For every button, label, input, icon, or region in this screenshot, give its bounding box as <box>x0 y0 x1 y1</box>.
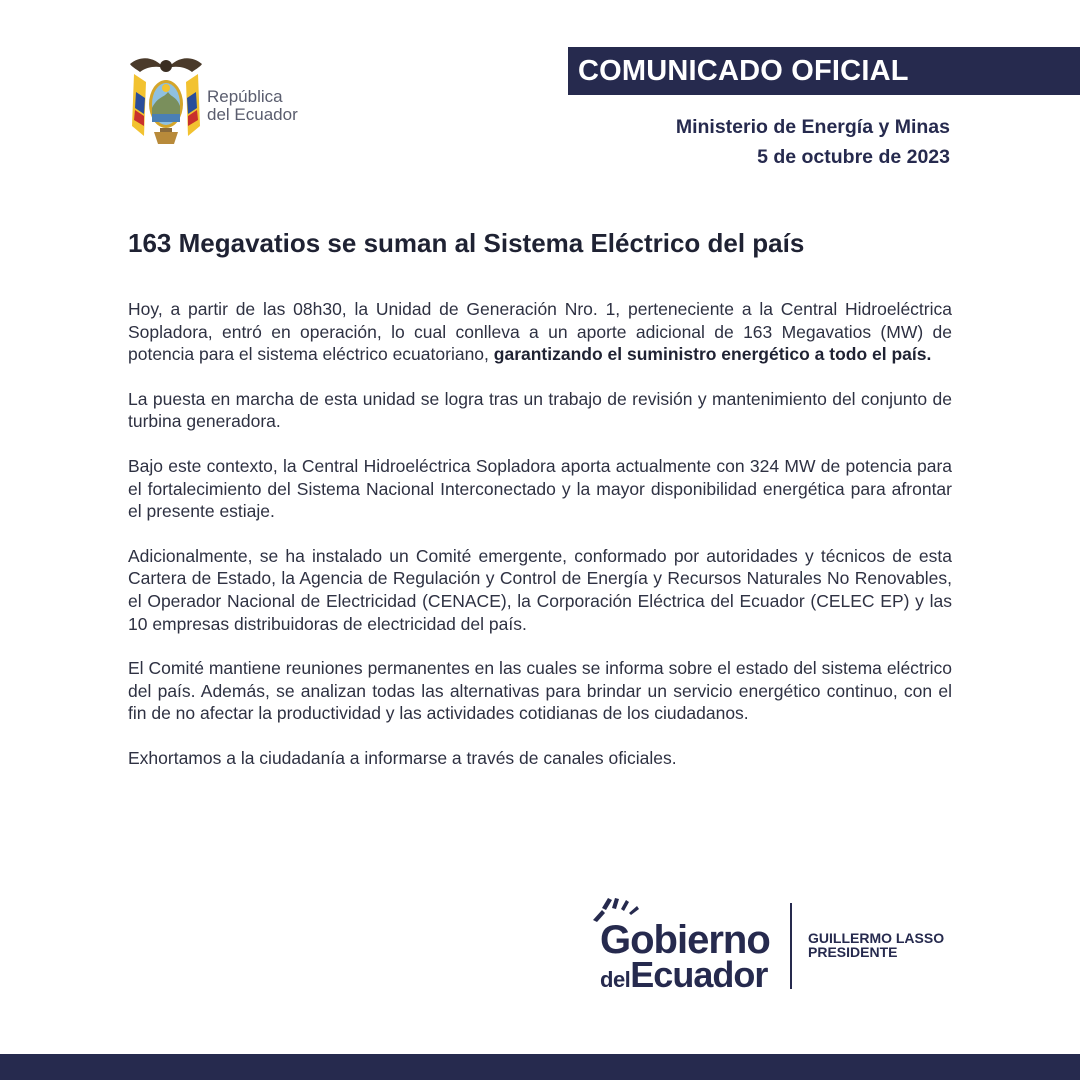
del-word: del <box>600 967 631 992</box>
publication-date: 5 de octubre de 2023 <box>757 146 950 168</box>
footer-divider <box>790 903 792 989</box>
paragraph-1-text: Hoy, a partir de las 08h30, la Unidad de Generación Nro. 1, perteneciente a la Central Hidroeléctrica Sopladora, entró en operación, lo cual conlleva a un aporte adicional de 163 Megavatios (MW) de potencia para el sistema eléctrico ecuatoriano, <box>128 299 952 365</box>
paragraph-2: La puesta en marcha de esta unidad se logra tras un trabajo de revisión y mantenimiento del conjunto de turbina generadora. <box>128 388 952 432</box>
ministry-name: Ministerio de Energía y Minas <box>675 116 950 138</box>
del-ecuador-word <box>600 954 767 996</box>
paragraph-6: Exhortamos a la ciudadanía a informarse a través de canales oficiales. <box>128 747 677 768</box>
gobierno-word: Gobierno <box>600 918 770 962</box>
paragraph-3: Bajo este contexto, la Central Hidroeléctrica Sopladora aporta actualmente con 324 MW de potencia para el fortalecimiento del Sistema Nacional Interconectado y la mayor disponibilidad energética para afrontar el presente estiaje. <box>128 455 952 522</box>
republic-line-2: del Ecuador <box>207 105 298 124</box>
president-name: GUILLERMO LASSO <box>808 930 945 946</box>
article-body <box>128 298 952 792</box>
ecuador-word: Ecuador <box>630 954 768 995</box>
ecuador-coat-of-arms-icon <box>124 52 208 148</box>
paragraph-1-bold: garantizando el suministro energético a todo el país. <box>493 344 932 365</box>
republic-line-1: República <box>207 87 283 106</box>
publication-meta <box>676 112 950 172</box>
president-title: PRESIDENTE <box>808 944 898 960</box>
article-headline: 163 Megavatios se suman al Sistema Eléctrico del país <box>128 228 805 258</box>
republica-del-ecuador-label <box>207 88 298 124</box>
comunicado-oficial-banner: COMUNICADO OFICIAL <box>568 47 1080 95</box>
president-block <box>808 931 944 959</box>
paragraph-1 <box>128 298 952 366</box>
paragraph-4: Adicionalmente, se ha instalado un Comité emergente, conformado por autoridades y técnicos de esta Cartera de Estado, la Agencia de Regulación y Control de Energía y Recursos Naturales No Renovables, el Operador Nacional de Electricidad (CENACE), la Corporación Eléctrica del Ecuador (CELEC EP) y las 10 empresas distribuidoras de electricidad del país. <box>128 545 952 634</box>
paragraph-5: El Comité mantiene reuniones permanentes en las cuales se informa sobre el estado del sistema eléctrico del país. Además, se analizan todas las alternativas para brindar un servicio energético continuo, con el fin de no afectar la productividad y las actividades cotidianas de los ciudadanos. <box>128 658 952 724</box>
footer-bar <box>0 1054 1080 1080</box>
